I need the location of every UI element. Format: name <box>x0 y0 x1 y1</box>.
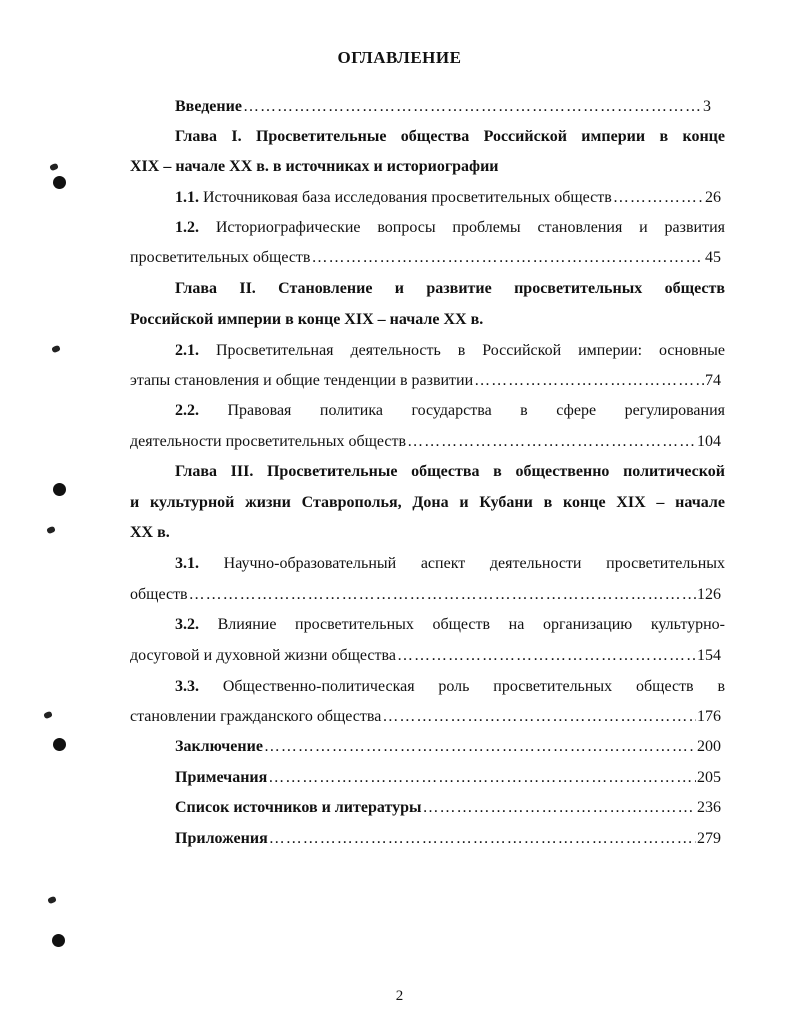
toc-entry-conclusion <box>175 737 721 757</box>
chapter-2-heading-line2: Российской империи в конце XIX – начале XX в. <box>130 311 484 328</box>
scan-speck <box>51 345 61 353</box>
toc-entry-2-2-line2 <box>130 432 721 452</box>
toc-entry-sources <box>175 798 721 818</box>
toc-label: Влияние просветительных обществ на организацию культурно- <box>217 616 725 633</box>
scan-speck <box>46 526 56 534</box>
chapter-3-heading-line3: XX в. <box>130 524 170 541</box>
toc-page: 154 <box>697 647 721 664</box>
toc-label: Приложения <box>175 830 268 847</box>
toc-label: Примечания <box>175 769 268 786</box>
toc-entry-1-1 <box>175 188 721 208</box>
toc-entry-1-2-line1 <box>175 218 725 238</box>
toc-entry-1-2-line2 <box>130 248 721 268</box>
toc-num: 3.2. <box>175 616 199 633</box>
toc-label: этапы становления и общие тенденции в развитии <box>130 372 474 389</box>
leader-dots <box>264 737 696 757</box>
chapter-1-heading-line2: XIX – начале XX в. в источниках и историографии <box>130 158 499 175</box>
toc-label: обществ <box>130 586 188 603</box>
leader-dots <box>422 798 696 818</box>
toc-num: 1.1. <box>175 189 199 206</box>
toc-entry-3-3-line2 <box>130 707 721 727</box>
toc-num: 1.2. <box>175 219 199 236</box>
leader-dots <box>407 432 696 452</box>
page-number: 2 <box>395 988 404 1004</box>
toc-entry-appendix <box>175 829 721 849</box>
toc-num: 2.1. <box>175 342 199 359</box>
toc-page: 205 <box>697 769 721 786</box>
toc-label: Историографические вопросы проблемы становления и развития <box>215 219 725 236</box>
toc-entry-intro <box>175 97 711 117</box>
toc-label: досуговой и духовной жизни общества <box>130 647 396 664</box>
leader-dots <box>243 97 702 117</box>
toc-page: 126 <box>697 586 721 603</box>
toc-page: 104 <box>697 433 721 450</box>
toc-label: деятельности просветительных обществ <box>130 433 407 450</box>
leader-dots <box>189 585 696 605</box>
punch-hole <box>53 483 66 496</box>
toc-page: 3 <box>703 98 711 115</box>
toc-label: Заключение <box>175 738 263 755</box>
toc-page: 74 <box>705 372 721 389</box>
chapter-3-heading-line2: и культурной жизни Ставрополья, Дона и Кубани в конце XIX – начале <box>130 494 725 511</box>
leader-dots <box>613 188 704 208</box>
toc-label: просветительных обществ <box>130 249 311 266</box>
chapter-3-heading-line1: Глава III. Просветительные общества в общественно политической <box>175 463 725 480</box>
toc-label: Введение <box>175 98 242 115</box>
chapter-1-heading-line1: Глава I. Просветительные общества Российской империи в конце <box>175 128 725 145</box>
toc-page: 26 <box>705 189 721 206</box>
toc-page: 236 <box>697 799 721 816</box>
toc-entry-2-1-line2 <box>130 371 721 391</box>
toc-entry-3-2-line2 <box>130 646 721 666</box>
scan-speck <box>47 896 57 904</box>
toc-label: Источниковая база исследования просветительных обществ <box>203 189 612 206</box>
toc-label: Просветительная деятельность в Российской империи: основные <box>215 342 725 359</box>
toc-title: ОГЛАВЛЕНИЕ <box>337 48 462 67</box>
leader-dots <box>474 371 704 391</box>
punch-hole <box>53 738 66 751</box>
toc-page: 176 <box>697 708 721 725</box>
leader-dots <box>311 248 704 268</box>
toc-entry-notes <box>175 768 721 788</box>
toc-label: становлении гражданского общества <box>130 708 382 725</box>
toc-page: 45 <box>705 249 721 266</box>
leader-dots <box>382 707 696 727</box>
toc-entry-3-3-line1 <box>175 677 725 697</box>
toc-page: 200 <box>697 738 721 755</box>
toc-entry-3-1-line1 <box>175 554 725 574</box>
leader-dots <box>397 646 696 666</box>
toc-entry-3-2-line1 <box>175 615 725 635</box>
scan-speck <box>43 711 53 719</box>
toc-num: 3.1. <box>175 555 199 572</box>
toc-num: 3.3. <box>175 678 199 695</box>
toc-label: Общественно-политическая роль просветительных обществ в <box>222 678 725 695</box>
scan-speck <box>49 163 59 171</box>
toc-label: Правовая политика государства в сфере регулирования <box>227 402 725 419</box>
leader-dots <box>268 768 696 788</box>
punch-hole <box>53 176 66 189</box>
toc-entry-2-2-line1 <box>175 401 725 421</box>
leader-dots <box>269 829 696 849</box>
toc-entry-2-1-line1 <box>175 341 725 361</box>
toc-num: 2.2. <box>175 402 199 419</box>
toc-label: Список источников и литературы <box>175 799 422 816</box>
chapter-2-heading-line1: Глава II. Становление и развитие просветительных обществ <box>175 280 725 297</box>
toc-label: Научно-образовательный аспект деятельности просветительных <box>223 555 725 572</box>
toc-entry-3-1-line2 <box>130 585 721 605</box>
punch-hole <box>52 934 65 947</box>
toc-page: 279 <box>697 830 721 847</box>
